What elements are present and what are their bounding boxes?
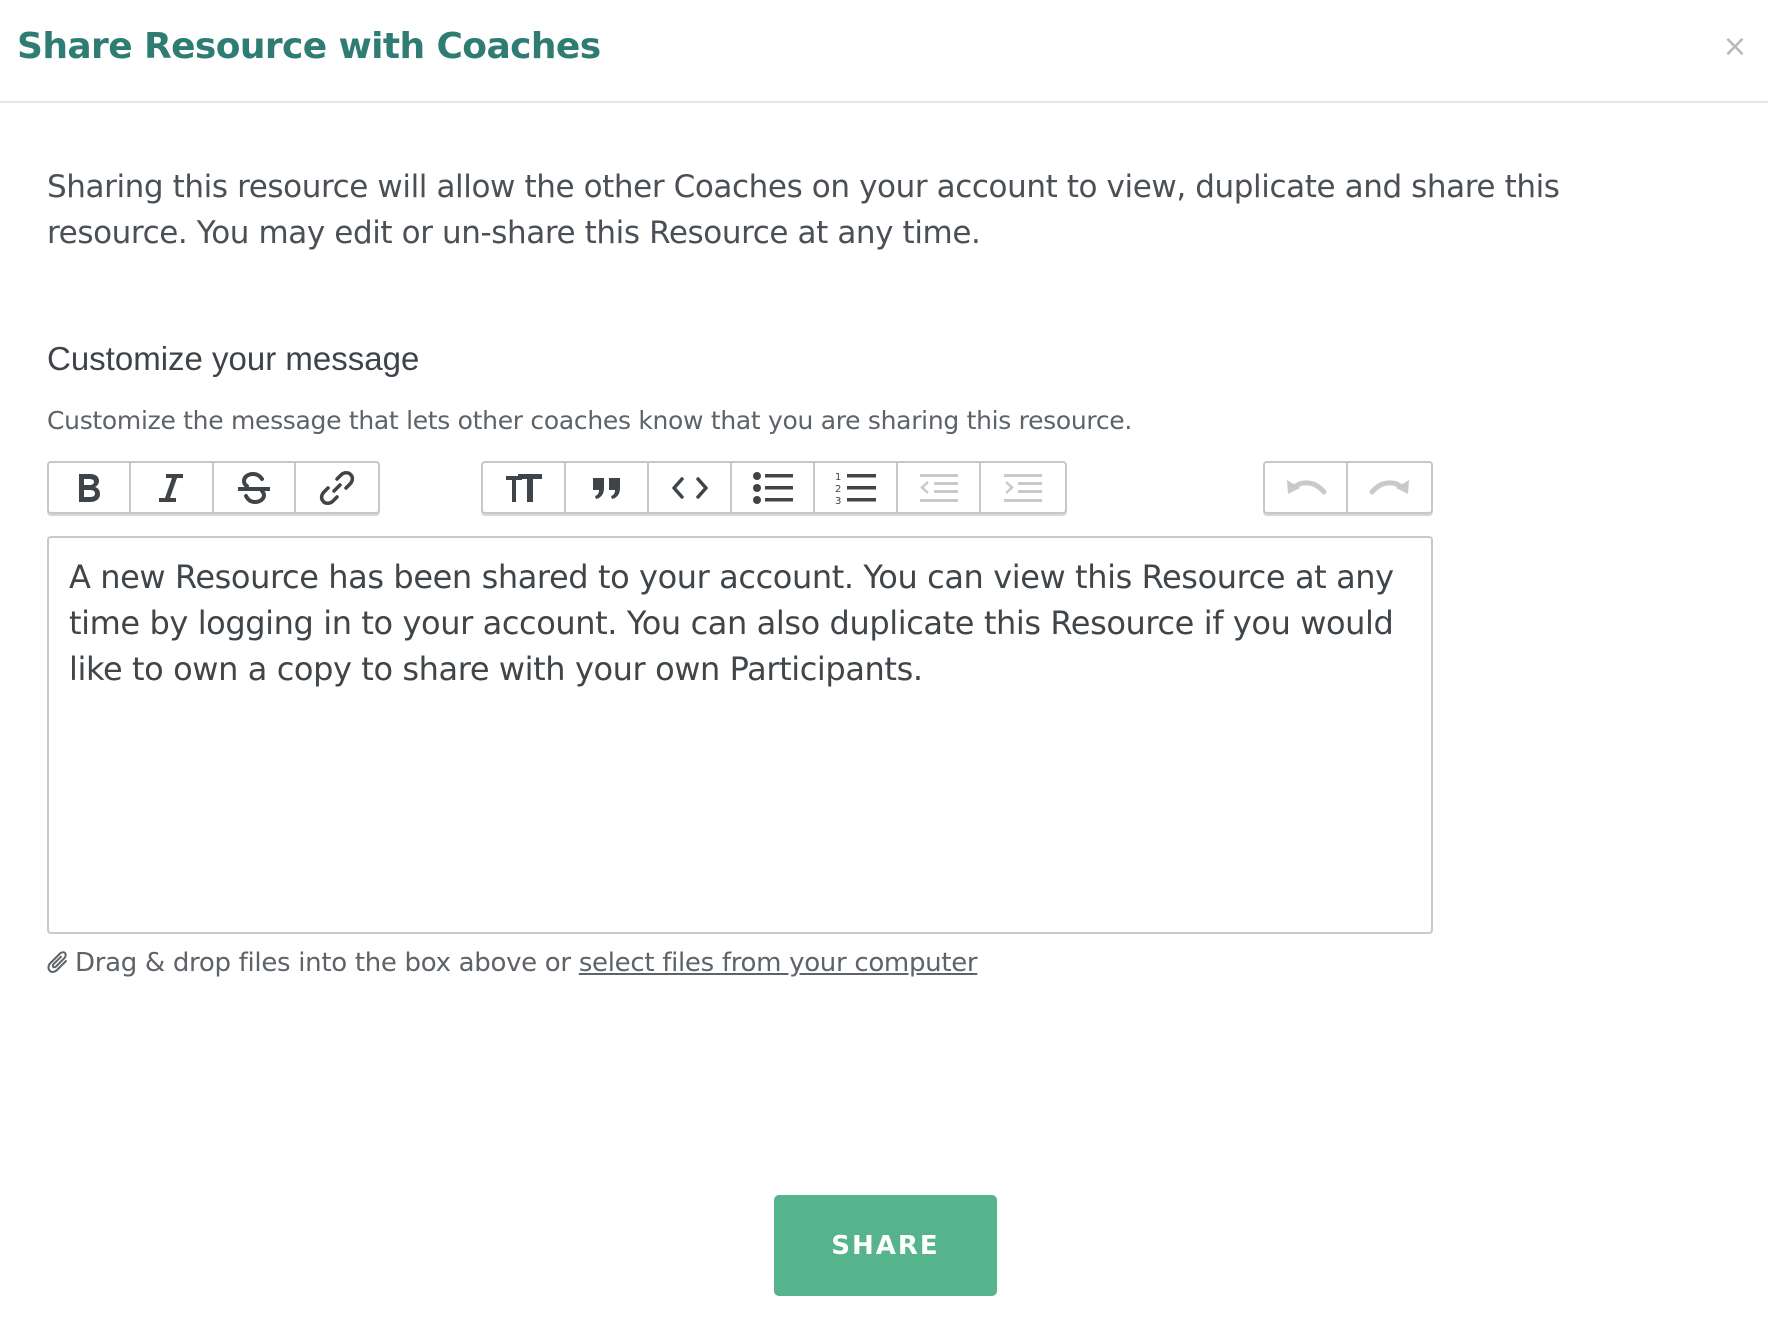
bullet-list-icon bbox=[752, 471, 794, 505]
link-icon bbox=[319, 470, 355, 506]
modal-header bbox=[0, 0, 1768, 103]
bold-icon bbox=[74, 471, 104, 505]
bold-button[interactable] bbox=[49, 463, 131, 512]
code-button[interactable] bbox=[649, 463, 732, 512]
strikethrough-button[interactable] bbox=[214, 463, 296, 512]
customize-heading: Customize your message bbox=[47, 340, 420, 377]
redo-button[interactable] bbox=[1348, 463, 1431, 512]
numbered-list-button[interactable] bbox=[815, 463, 898, 512]
modal-title: Share Resource with Coaches bbox=[17, 26, 601, 67]
file-attach-row bbox=[47, 948, 977, 978]
undo-button[interactable] bbox=[1265, 463, 1348, 512]
outdent-button[interactable] bbox=[898, 463, 981, 512]
share-button[interactable]: SHARE bbox=[774, 1195, 997, 1296]
heading-icon bbox=[504, 472, 544, 504]
customize-help-text: Customize the message that lets other coaches know that you are sharing this resource. bbox=[47, 406, 1133, 435]
italic-button[interactable] bbox=[131, 463, 213, 512]
indent-icon bbox=[1002, 472, 1044, 504]
close-icon[interactable]: × bbox=[1722, 29, 1748, 64]
undo-icon bbox=[1284, 474, 1328, 502]
paperclip-icon bbox=[47, 950, 71, 976]
intro-text: Sharing this resource will allow the other Coaches on your account to view, duplicate and share this resource. You may edit or un-share this Resource at any time. bbox=[47, 169, 1560, 251]
quote-icon bbox=[591, 475, 623, 501]
strikethrough-icon bbox=[236, 471, 272, 505]
redo-icon bbox=[1368, 474, 1412, 502]
svg-text:3: 3 bbox=[834, 495, 841, 506]
message-editor[interactable]: A new Resource has been shared to your account. You can view this Resource at any time by logging in to your account. You can also duplicate this Resource if you would like to own a copy to share with your own Participants. bbox=[47, 536, 1433, 934]
drag-drop-text: Drag & drop files into the box above or bbox=[75, 948, 571, 978]
outdent-icon bbox=[918, 472, 960, 504]
quote-button[interactable] bbox=[566, 463, 649, 512]
svg-text:2: 2 bbox=[834, 483, 841, 495]
block-format-toolbar-group bbox=[481, 461, 1067, 514]
italic-icon bbox=[157, 471, 185, 505]
indent-button[interactable] bbox=[981, 463, 1064, 512]
link-button[interactable] bbox=[296, 463, 378, 512]
history-toolbar-group bbox=[1263, 461, 1433, 514]
svg-text:1: 1 bbox=[834, 471, 841, 483]
select-files-link[interactable]: select files from your computer bbox=[578, 948, 978, 978]
numbered-list-icon bbox=[835, 470, 877, 506]
heading-button[interactable] bbox=[483, 463, 566, 512]
code-icon bbox=[670, 474, 710, 502]
bullet-list-button[interactable] bbox=[732, 463, 815, 512]
text-format-toolbar-group bbox=[47, 461, 380, 514]
